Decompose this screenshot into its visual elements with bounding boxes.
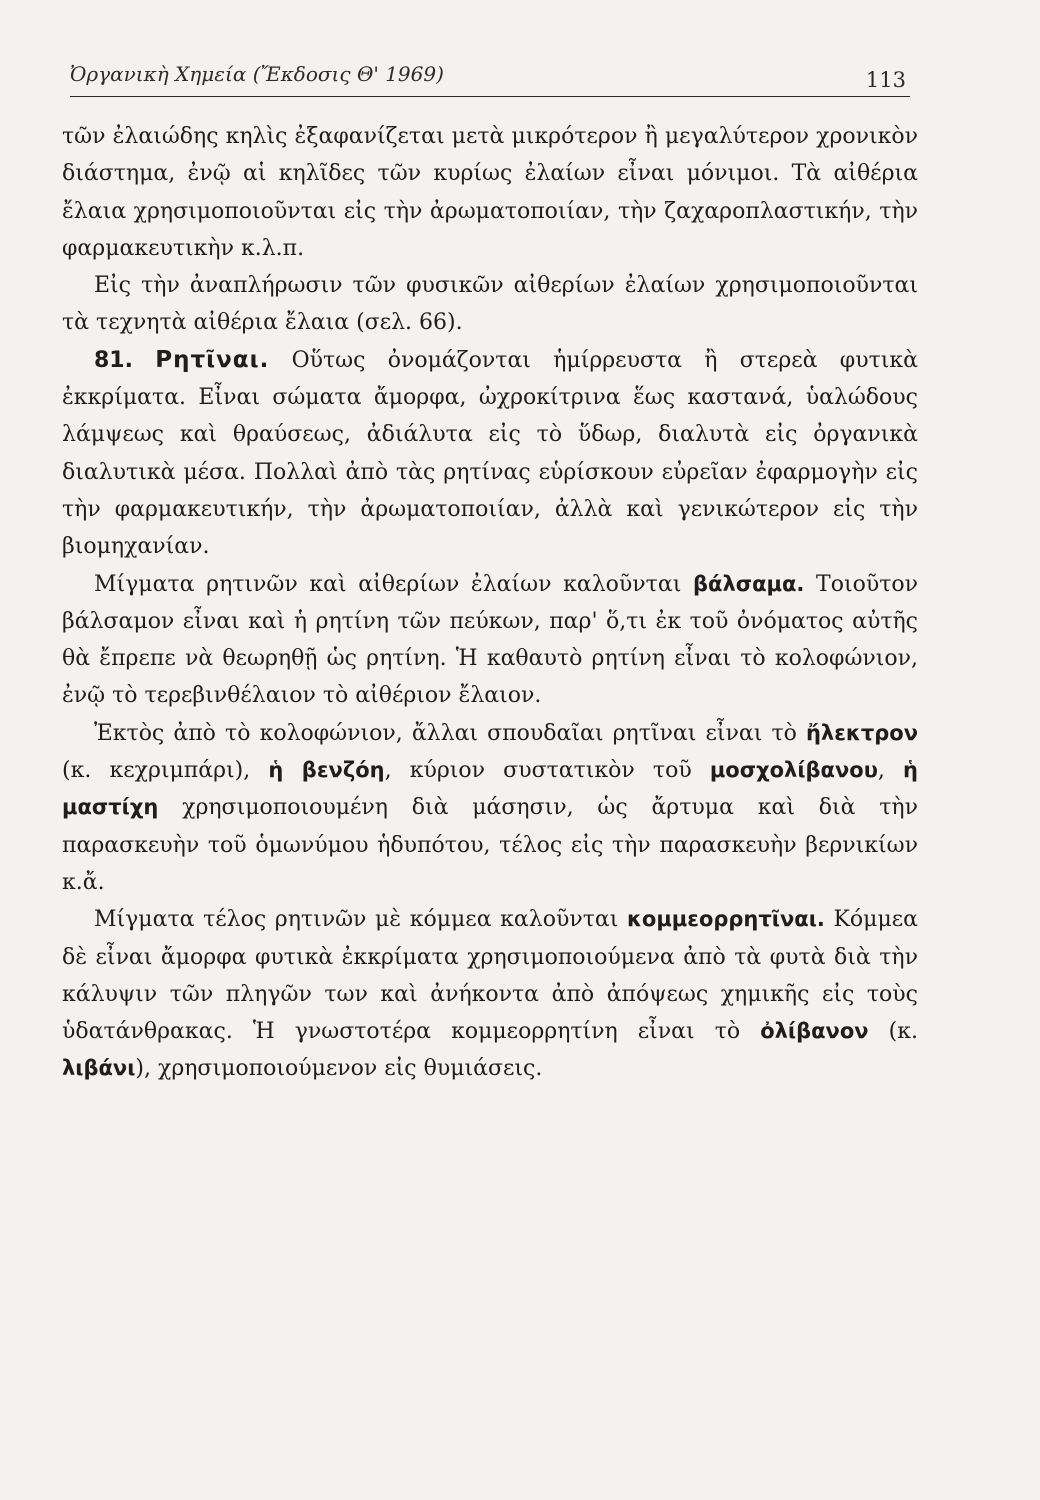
paragraph-gum-resins — [62, 901, 918, 1087]
text-run: , — [877, 758, 904, 784]
term-frankincense: ὀλίβανον — [760, 1019, 869, 1044]
text-run: Ἐκτὸς ἀπὸ τὸ κολοφώνιον, ἄλλαι σπουδαῖαι ρητῖναι εἶναι τὸ — [94, 720, 806, 746]
body-text — [62, 118, 918, 1088]
text-run: ), χρησιμοποιούμενον εἰς θυμιάσεις. — [135, 1056, 543, 1082]
paragraph-2: Εἰς τὴν ἀναπλήρωσιν τῶν φυσικῶν αἰθερίων ἐλαίων χρησιμοποιοῦνται τὰ τεχνητὰ αἰθέρια ἔλαια (σελ. 66). — [62, 273, 918, 336]
text-run: χρησιμοποιουμένη διὰ μάσησιν, ὡς ἄρτυμα καὶ διὰ τὴν παρασκευὴν τοῦ ὁμωνύμου ἡδυπότου, τέλος εἰς τὴν παρασκευὴν βερνικίων κ.ἄ. — [62, 795, 918, 895]
text-run: (κ. — [868, 1019, 918, 1045]
text-run: Κόμμεα δὲ εἶναι ἄμορφα φυτικὰ ἐκκρίματα χρησιμοποιούμενα ἀπὸ τὰ φυτὰ διὰ τὴν κάλυψιν τῶν πληγῶν των καὶ ἀνήκοντα ἀπὸ ἀπόψεως χημικῆς εἰς τοὺς ὑδατάνθρακας. Ἡ γνωστοτέρα κομμεορρητίνη εἶναι τὸ — [62, 907, 919, 1045]
text-run: Τοιοῦτον βάλσαμον εἶναι καὶ ἡ ρητίνη τῶν πεύκων, παρ' ὅ,τι ἐκ τοῦ ὀνόματος αὐτῆς θὰ ἔπρεπε νὰ θεωρηθῇ ὡς ρητίνη. Ἡ καθαυτὸ ρητίνη εἶναι τὸ κολοφώνιον, ἐνῷ τὸ τερεβινθέλαιον τὸ αἰθέριον ἔλαιον. — [62, 571, 919, 709]
term-livani: λιβάνι — [62, 1056, 136, 1081]
term-moschoolivano: μοσχολίβανου — [709, 758, 878, 783]
page-number: 113 — [865, 68, 906, 92]
term-mastic: ἡ μαστίχη — [62, 758, 918, 820]
running-title: Ὀργανικὴ Χημεία (Ἔκδοσις Θ' 1969) — [70, 62, 444, 86]
term-amber: ἤλεκτρον — [805, 720, 918, 745]
text-run: , κύριον συστατικὸν τοῦ — [384, 758, 710, 784]
page-header — [70, 60, 910, 97]
paragraph-text: Οὕτως ὀνομάζονται ἡμίρρευστα ἢ στερεὰ φυτικὰ ἐκκρίματα. Εἶναι σώματα ἄμορφα, ὠχροκίτρινα ἕως καστανά, ὑαλώδους λάμψεως καὶ θραύσεως, ἀδιάλυτα εἰς τὸ ὕδωρ, διαλυτὰ εἰς ὀργανικὰ διαλυτικὰ μέσα. Πολλαὶ ἀπὸ τὰς ρητίνας εὑρίσκουν εὐρεῖαν ἐφαρμογὴν εἰς τὴν φαρμακευτικήν, τὴν ἀρωματοποιίαν, ἀλλὰ καὶ γενικώτερον εἰς τὴν βιομηχανίαν. — [62, 347, 918, 560]
paragraph-resins — [62, 342, 918, 566]
section-number: 81. — [94, 347, 133, 373]
section-title: Ρητῖναι. — [155, 346, 270, 373]
text-run: Μίγματα τέλος ρητινῶν μὲ κόμμεα καλοῦνται — [94, 907, 627, 933]
paragraph-other-resins — [62, 715, 918, 901]
paragraph-balsams — [62, 566, 918, 715]
term-balsama: βάλσαμα. — [693, 571, 805, 596]
text-run: Μίγματα ρητινῶν καὶ αἰθερίων ἐλαίων καλοῦνται — [94, 571, 693, 597]
term-benzoin: ἡ βενζόη — [268, 758, 385, 783]
paragraph-1: τῶν ἐλαιώδης κηλὶς ἐξαφανίζεται μετὰ μικρότερον ἢ μεγαλύτερον χρονικὸν διάστημα, ἐνῷ αἱ κηλῖδες τῶν κυρίως ἐλαίων εἶναι μόνιμοι. Τὰ αἰθέρια ἔλαια χρησιμοποιοῦνται εἰς τὴν ἀρωματοποιίαν, τὴν ζαχαροπλαστικήν, τὴν φαρμακευτικὴν κ.λ.π. — [62, 124, 918, 261]
term-gum-resins: κομμεορρητῖναι. — [627, 907, 825, 932]
text-run: (κ. κεχριμπάρι), — [62, 758, 269, 784]
